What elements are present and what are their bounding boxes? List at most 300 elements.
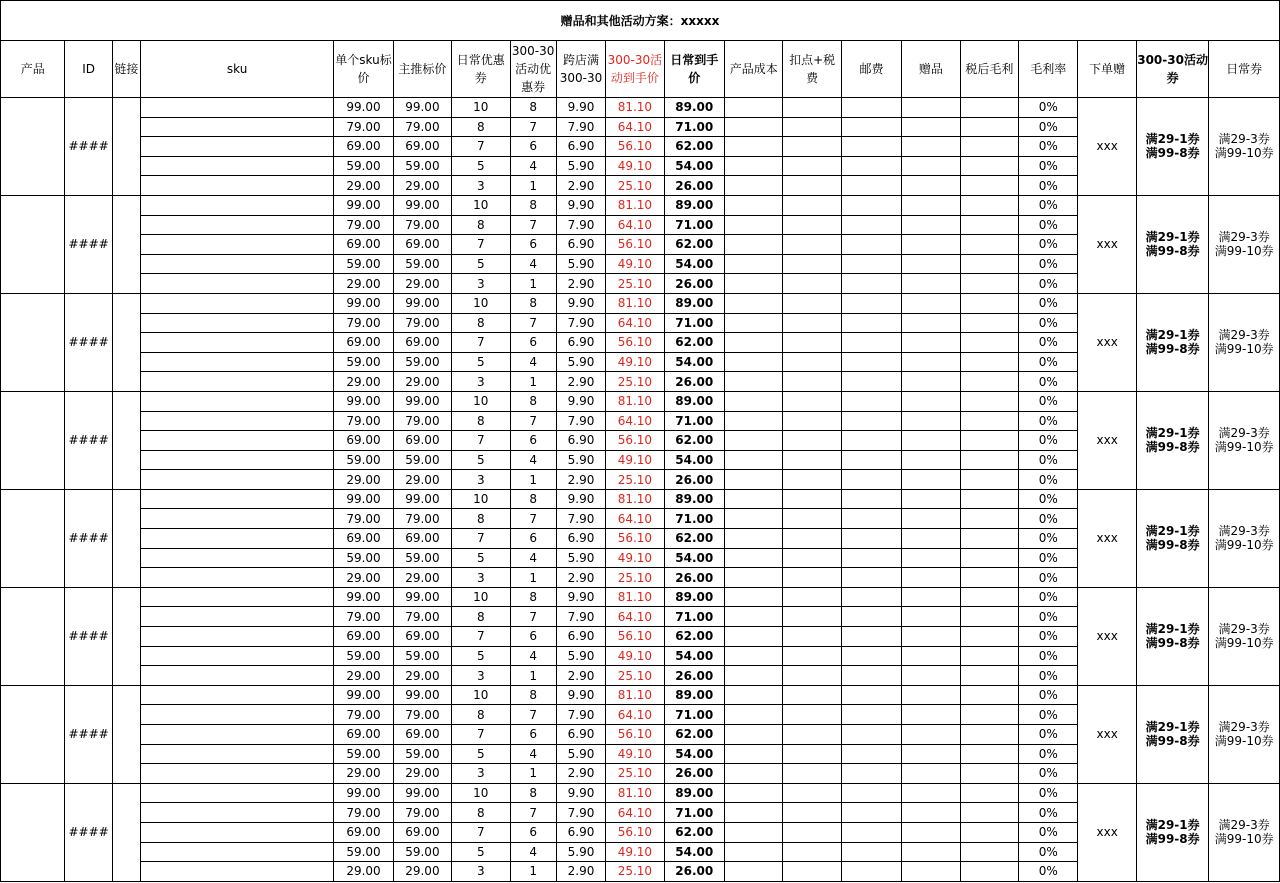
fee-tax-cell[interactable]: [783, 529, 841, 549]
margin-rate-cell[interactable]: 0%: [1019, 215, 1078, 235]
product-cost-cell[interactable]: [725, 176, 783, 196]
daily-final-price-cell[interactable]: 62.00: [664, 235, 724, 255]
main-price-cell[interactable]: 79.00: [393, 803, 451, 823]
after-tax-profit-cell[interactable]: [960, 764, 1018, 784]
sku-cell[interactable]: [140, 509, 333, 529]
margin-rate-cell[interactable]: 0%: [1019, 568, 1078, 588]
after-tax-profit-cell[interactable]: [960, 98, 1018, 118]
after-tax-profit-cell[interactable]: [960, 822, 1018, 842]
daily-final-price-cell[interactable]: 62.00: [664, 725, 724, 745]
main-price-cell[interactable]: 29.00: [393, 372, 451, 392]
event-coupon-cell[interactable]: 1: [510, 764, 556, 784]
event-final-price-cell[interactable]: 49.10: [606, 744, 664, 764]
sku-cell[interactable]: [140, 725, 333, 745]
margin-rate-cell[interactable]: 0%: [1019, 333, 1078, 353]
event-final-price-cell[interactable]: 64.10: [606, 803, 664, 823]
gift-cell[interactable]: [902, 764, 960, 784]
gift-cell[interactable]: [902, 176, 960, 196]
fee-tax-cell[interactable]: [783, 254, 841, 274]
daily-coupons-cell[interactable]: [1209, 783, 1280, 881]
sku-price-cell[interactable]: 99.00: [334, 195, 393, 215]
sku-cell[interactable]: [140, 254, 333, 274]
sku-price-cell[interactable]: 99.00: [334, 587, 393, 607]
fee-tax-cell[interactable]: [783, 391, 841, 411]
margin-rate-cell[interactable]: 0%: [1019, 313, 1078, 333]
main-price-cell[interactable]: 69.00: [393, 822, 451, 842]
daily-final-price-cell[interactable]: 71.00: [664, 607, 724, 627]
daily-final-price-cell[interactable]: 71.00: [664, 117, 724, 137]
after-tax-profit-cell[interactable]: [960, 862, 1018, 882]
cross-store-cell[interactable]: 9.90: [556, 783, 605, 803]
shipping-cell[interactable]: [841, 293, 901, 313]
fee-tax-cell[interactable]: [783, 215, 841, 235]
gift-cell[interactable]: [902, 842, 960, 862]
after-tax-profit-cell[interactable]: [960, 450, 1018, 470]
product-cost-cell[interactable]: [725, 725, 783, 745]
daily-coupon-cell[interactable]: 3: [452, 764, 510, 784]
fee-tax-cell[interactable]: [783, 195, 841, 215]
cross-store-cell[interactable]: 2.90: [556, 372, 605, 392]
id-cell[interactable]: ####: [65, 489, 112, 587]
sku-price-cell[interactable]: 79.00: [334, 215, 393, 235]
daily-coupon-cell[interactable]: 5: [452, 254, 510, 274]
event-coupon-cell[interactable]: 6: [510, 137, 556, 157]
margin-rate-cell[interactable]: 0%: [1019, 862, 1078, 882]
product-cost-cell[interactable]: [725, 646, 783, 666]
fee-tax-cell[interactable]: [783, 333, 841, 353]
product-cell[interactable]: [1, 293, 65, 391]
link-cell[interactable]: [112, 685, 140, 783]
daily-coupon-cell[interactable]: 5: [452, 352, 510, 372]
daily-coupon-cell[interactable]: 8: [452, 215, 510, 235]
sku-cell[interactable]: [140, 607, 333, 627]
sku-cell[interactable]: [140, 783, 333, 803]
main-price-cell[interactable]: 59.00: [393, 254, 451, 274]
fee-tax-cell[interactable]: [783, 822, 841, 842]
product-cost-cell[interactable]: [725, 470, 783, 490]
shipping-cell[interactable]: [841, 333, 901, 353]
event-final-price-cell[interactable]: 81.10: [606, 195, 664, 215]
product-cell[interactable]: [1, 587, 65, 685]
daily-final-price-cell[interactable]: 54.00: [664, 548, 724, 568]
sku-cell[interactable]: [140, 411, 333, 431]
cross-store-cell[interactable]: 6.90: [556, 235, 605, 255]
cross-store-cell[interactable]: 5.90: [556, 646, 605, 666]
event-final-price-cell[interactable]: 81.10: [606, 98, 664, 118]
event-final-price-cell[interactable]: 25.10: [606, 862, 664, 882]
shipping-cell[interactable]: [841, 274, 901, 294]
product-cell[interactable]: [1, 195, 65, 293]
daily-coupons-cell[interactable]: [1209, 685, 1280, 783]
sku-price-cell[interactable]: 59.00: [334, 352, 393, 372]
margin-rate-cell[interactable]: 0%: [1019, 450, 1078, 470]
sku-price-cell[interactable]: 59.00: [334, 156, 393, 176]
event-coupon-cell[interactable]: 6: [510, 627, 556, 647]
sku-price-cell[interactable]: 29.00: [334, 274, 393, 294]
gift-cell[interactable]: [902, 313, 960, 333]
order-gift-cell[interactable]: xxx: [1078, 293, 1136, 391]
daily-coupon-cell[interactable]: 8: [452, 803, 510, 823]
sku-cell[interactable]: [140, 391, 333, 411]
header-sku-list-price[interactable]: 单个sku标价: [334, 41, 393, 98]
margin-rate-cell[interactable]: 0%: [1019, 470, 1078, 490]
cross-store-cell[interactable]: 9.90: [556, 489, 605, 509]
sku-cell[interactable]: [140, 235, 333, 255]
event-coupon-cell[interactable]: 8: [510, 587, 556, 607]
cross-store-cell[interactable]: 9.90: [556, 293, 605, 313]
main-price-cell[interactable]: 99.00: [393, 587, 451, 607]
main-price-cell[interactable]: 59.00: [393, 646, 451, 666]
margin-rate-cell[interactable]: 0%: [1019, 529, 1078, 549]
daily-final-price-cell[interactable]: 71.00: [664, 803, 724, 823]
event-coupon-cell[interactable]: 8: [510, 293, 556, 313]
event-coupon-cell[interactable]: 7: [510, 607, 556, 627]
sku-price-cell[interactable]: 59.00: [334, 548, 393, 568]
header-cross-store[interactable]: 跨店满300-30: [556, 41, 605, 98]
daily-final-price-cell[interactable]: 89.00: [664, 98, 724, 118]
fee-tax-cell[interactable]: [783, 137, 841, 157]
main-price-cell[interactable]: 29.00: [393, 274, 451, 294]
sku-cell[interactable]: [140, 862, 333, 882]
main-price-cell[interactable]: 69.00: [393, 431, 451, 451]
daily-coupon-cell[interactable]: 3: [452, 372, 510, 392]
sku-price-cell[interactable]: 69.00: [334, 529, 393, 549]
gift-cell[interactable]: [902, 862, 960, 882]
event-coupon-cell[interactable]: 6: [510, 431, 556, 451]
gift-cell[interactable]: [902, 705, 960, 725]
shipping-cell[interactable]: [841, 470, 901, 490]
event-coupon-cell[interactable]: 7: [510, 705, 556, 725]
sku-cell[interactable]: [140, 137, 333, 157]
event-final-price-cell[interactable]: 49.10: [606, 254, 664, 274]
main-price-cell[interactable]: 99.00: [393, 293, 451, 313]
event-coupon-cell[interactable]: 4: [510, 352, 556, 372]
id-cell[interactable]: ####: [65, 98, 112, 196]
event-coupon-cell[interactable]: 4: [510, 842, 556, 862]
fee-tax-cell[interactable]: [783, 764, 841, 784]
fee-tax-cell[interactable]: [783, 725, 841, 745]
link-cell[interactable]: [112, 587, 140, 685]
gift-cell[interactable]: [902, 568, 960, 588]
after-tax-profit-cell[interactable]: [960, 489, 1018, 509]
event-final-price-cell[interactable]: 49.10: [606, 156, 664, 176]
sku-price-cell[interactable]: 79.00: [334, 803, 393, 823]
gift-cell[interactable]: [902, 372, 960, 392]
cross-store-cell[interactable]: 2.90: [556, 764, 605, 784]
shipping-cell[interactable]: [841, 235, 901, 255]
margin-rate-cell[interactable]: 0%: [1019, 391, 1078, 411]
after-tax-profit-cell[interactable]: [960, 352, 1018, 372]
daily-coupon-cell[interactable]: 5: [452, 548, 510, 568]
event-coupon-cell[interactable]: 6: [510, 725, 556, 745]
event-coupons-cell[interactable]: [1136, 587, 1209, 685]
product-cost-cell[interactable]: [725, 431, 783, 451]
daily-final-price-cell[interactable]: 71.00: [664, 313, 724, 333]
daily-coupon-cell[interactable]: 7: [452, 725, 510, 745]
fee-tax-cell[interactable]: [783, 176, 841, 196]
cross-store-cell[interactable]: 9.90: [556, 195, 605, 215]
daily-final-price-cell[interactable]: 26.00: [664, 764, 724, 784]
cross-store-cell[interactable]: 6.90: [556, 333, 605, 353]
header-daily-coupons[interactable]: 日常券: [1209, 41, 1280, 98]
margin-rate-cell[interactable]: 0%: [1019, 156, 1078, 176]
product-cost-cell[interactable]: [725, 607, 783, 627]
daily-coupon-cell[interactable]: 5: [452, 744, 510, 764]
product-cell[interactable]: [1, 783, 65, 881]
event-coupon-cell[interactable]: 7: [510, 117, 556, 137]
after-tax-profit-cell[interactable]: [960, 783, 1018, 803]
sku-cell[interactable]: [140, 842, 333, 862]
cross-store-cell[interactable]: 7.90: [556, 705, 605, 725]
daily-final-price-cell[interactable]: 26.00: [664, 372, 724, 392]
event-final-price-cell[interactable]: 56.10: [606, 333, 664, 353]
sku-price-cell[interactable]: 29.00: [334, 470, 393, 490]
daily-final-price-cell[interactable]: 26.00: [664, 470, 724, 490]
main-price-cell[interactable]: 29.00: [393, 568, 451, 588]
daily-final-price-cell[interactable]: 62.00: [664, 333, 724, 353]
main-price-cell[interactable]: 79.00: [393, 215, 451, 235]
product-cost-cell[interactable]: [725, 195, 783, 215]
event-coupon-cell[interactable]: 8: [510, 783, 556, 803]
order-gift-cell[interactable]: xxx: [1078, 391, 1136, 489]
cross-store-cell[interactable]: 2.90: [556, 274, 605, 294]
shipping-cell[interactable]: [841, 666, 901, 686]
id-cell[interactable]: ####: [65, 685, 112, 783]
margin-rate-cell[interactable]: 0%: [1019, 666, 1078, 686]
event-coupon-cell[interactable]: 4: [510, 744, 556, 764]
gift-cell[interactable]: [902, 293, 960, 313]
sku-price-cell[interactable]: 79.00: [334, 509, 393, 529]
product-cost-cell[interactable]: [725, 391, 783, 411]
link-cell[interactable]: [112, 293, 140, 391]
main-price-cell[interactable]: 59.00: [393, 156, 451, 176]
shipping-cell[interactable]: [841, 607, 901, 627]
sku-cell[interactable]: [140, 705, 333, 725]
header-fee-tax[interactable]: 扣点+税费: [783, 41, 841, 98]
fee-tax-cell[interactable]: [783, 450, 841, 470]
sku-cell[interactable]: [140, 98, 333, 118]
gift-cell[interactable]: [902, 725, 960, 745]
event-coupon-cell[interactable]: 1: [510, 176, 556, 196]
main-price-cell[interactable]: 69.00: [393, 333, 451, 353]
header-daily-final-price[interactable]: 日常到手价: [664, 41, 724, 98]
shipping-cell[interactable]: [841, 509, 901, 529]
link-cell[interactable]: [112, 489, 140, 587]
daily-final-price-cell[interactable]: 89.00: [664, 783, 724, 803]
gift-cell[interactable]: [902, 822, 960, 842]
product-cost-cell[interactable]: [725, 587, 783, 607]
cross-store-cell[interactable]: 5.90: [556, 842, 605, 862]
daily-final-price-cell[interactable]: 26.00: [664, 862, 724, 882]
sku-price-cell[interactable]: 29.00: [334, 372, 393, 392]
daily-coupon-cell[interactable]: 10: [452, 783, 510, 803]
after-tax-profit-cell[interactable]: [960, 725, 1018, 745]
sku-price-cell[interactable]: 99.00: [334, 783, 393, 803]
main-price-cell[interactable]: 79.00: [393, 411, 451, 431]
after-tax-profit-cell[interactable]: [960, 646, 1018, 666]
sku-price-cell[interactable]: 99.00: [334, 685, 393, 705]
product-cost-cell[interactable]: [725, 764, 783, 784]
sku-price-cell[interactable]: 29.00: [334, 568, 393, 588]
event-coupon-cell[interactable]: 1: [510, 568, 556, 588]
shipping-cell[interactable]: [841, 156, 901, 176]
shipping-cell[interactable]: [841, 803, 901, 823]
daily-coupons-cell[interactable]: [1209, 293, 1280, 391]
fee-tax-cell[interactable]: [783, 685, 841, 705]
product-cell[interactable]: [1, 685, 65, 783]
margin-rate-cell[interactable]: 0%: [1019, 725, 1078, 745]
after-tax-profit-cell[interactable]: [960, 215, 1018, 235]
after-tax-profit-cell[interactable]: [960, 333, 1018, 353]
margin-rate-cell[interactable]: 0%: [1019, 352, 1078, 372]
gift-cell[interactable]: [902, 548, 960, 568]
shipping-cell[interactable]: [841, 744, 901, 764]
main-price-cell[interactable]: 79.00: [393, 117, 451, 137]
sku-cell[interactable]: [140, 470, 333, 490]
after-tax-profit-cell[interactable]: [960, 195, 1018, 215]
main-price-cell[interactable]: 69.00: [393, 529, 451, 549]
after-tax-profit-cell[interactable]: [960, 431, 1018, 451]
product-cost-cell[interactable]: [725, 822, 783, 842]
sku-cell[interactable]: [140, 372, 333, 392]
daily-final-price-cell[interactable]: 54.00: [664, 156, 724, 176]
main-price-cell[interactable]: 29.00: [393, 764, 451, 784]
daily-coupon-cell[interactable]: 7: [452, 137, 510, 157]
margin-rate-cell[interactable]: 0%: [1019, 685, 1078, 705]
event-coupons-cell[interactable]: [1136, 98, 1209, 196]
gift-cell[interactable]: [902, 607, 960, 627]
gift-cell[interactable]: [902, 627, 960, 647]
fee-tax-cell[interactable]: [783, 156, 841, 176]
event-final-price-cell[interactable]: 49.10: [606, 352, 664, 372]
gift-cell[interactable]: [902, 744, 960, 764]
event-coupon-cell[interactable]: 4: [510, 646, 556, 666]
sku-price-cell[interactable]: 79.00: [334, 117, 393, 137]
header-product-cost[interactable]: 产品成本: [725, 41, 783, 98]
sku-cell[interactable]: [140, 646, 333, 666]
order-gift-cell[interactable]: xxx: [1078, 489, 1136, 587]
margin-rate-cell[interactable]: 0%: [1019, 372, 1078, 392]
product-cost-cell[interactable]: [725, 783, 783, 803]
main-price-cell[interactable]: 99.00: [393, 685, 451, 705]
after-tax-profit-cell[interactable]: [960, 627, 1018, 647]
event-final-price-cell[interactable]: 49.10: [606, 548, 664, 568]
link-cell[interactable]: [112, 783, 140, 881]
gift-cell[interactable]: [902, 411, 960, 431]
margin-rate-cell[interactable]: 0%: [1019, 274, 1078, 294]
header-shipping[interactable]: 邮费: [841, 41, 901, 98]
product-cost-cell[interactable]: [725, 156, 783, 176]
event-final-price-cell[interactable]: 64.10: [606, 117, 664, 137]
order-gift-cell[interactable]: xxx: [1078, 685, 1136, 783]
margin-rate-cell[interactable]: 0%: [1019, 803, 1078, 823]
event-final-price-cell[interactable]: 64.10: [606, 411, 664, 431]
id-cell[interactable]: ####: [65, 587, 112, 685]
sku-cell[interactable]: [140, 215, 333, 235]
daily-final-price-cell[interactable]: 54.00: [664, 254, 724, 274]
sku-price-cell[interactable]: 99.00: [334, 98, 393, 118]
after-tax-profit-cell[interactable]: [960, 313, 1018, 333]
product-cell[interactable]: [1, 98, 65, 196]
daily-final-price-cell[interactable]: 71.00: [664, 509, 724, 529]
margin-rate-cell[interactable]: 0%: [1019, 254, 1078, 274]
event-final-price-cell[interactable]: 81.10: [606, 391, 664, 411]
gift-cell[interactable]: [902, 117, 960, 137]
daily-final-price-cell[interactable]: 89.00: [664, 195, 724, 215]
daily-coupon-cell[interactable]: 3: [452, 666, 510, 686]
sku-cell[interactable]: [140, 431, 333, 451]
after-tax-profit-cell[interactable]: [960, 235, 1018, 255]
link-cell[interactable]: [112, 98, 140, 196]
daily-coupons-cell[interactable]: [1209, 195, 1280, 293]
cross-store-cell[interactable]: 7.90: [556, 803, 605, 823]
sku-price-cell[interactable]: 99.00: [334, 293, 393, 313]
cross-store-cell[interactable]: 6.90: [556, 627, 605, 647]
daily-coupon-cell[interactable]: 10: [452, 391, 510, 411]
daily-coupon-cell[interactable]: 8: [452, 607, 510, 627]
after-tax-profit-cell[interactable]: [960, 470, 1018, 490]
margin-rate-cell[interactable]: 0%: [1019, 842, 1078, 862]
fee-tax-cell[interactable]: [783, 489, 841, 509]
order-gift-cell[interactable]: xxx: [1078, 98, 1136, 196]
fee-tax-cell[interactable]: [783, 117, 841, 137]
fee-tax-cell[interactable]: [783, 352, 841, 372]
shipping-cell[interactable]: [841, 450, 901, 470]
shipping-cell[interactable]: [841, 568, 901, 588]
daily-coupon-cell[interactable]: 8: [452, 313, 510, 333]
event-final-price-cell[interactable]: 49.10: [606, 842, 664, 862]
sku-price-cell[interactable]: 99.00: [334, 391, 393, 411]
sku-cell[interactable]: [140, 685, 333, 705]
margin-rate-cell[interactable]: 0%: [1019, 587, 1078, 607]
cross-store-cell[interactable]: 6.90: [556, 431, 605, 451]
shipping-cell[interactable]: [841, 548, 901, 568]
fee-tax-cell[interactable]: [783, 646, 841, 666]
sku-cell[interactable]: [140, 313, 333, 333]
after-tax-profit-cell[interactable]: [960, 744, 1018, 764]
daily-coupon-cell[interactable]: 10: [452, 293, 510, 313]
gift-cell[interactable]: [902, 156, 960, 176]
sku-cell[interactable]: [140, 333, 333, 353]
main-price-cell[interactable]: 99.00: [393, 98, 451, 118]
header-order-gift[interactable]: 下单赠: [1078, 41, 1136, 98]
sku-price-cell[interactable]: 79.00: [334, 411, 393, 431]
daily-coupon-cell[interactable]: 8: [452, 411, 510, 431]
gift-cell[interactable]: [902, 450, 960, 470]
event-final-price-cell[interactable]: 49.10: [606, 450, 664, 470]
shipping-cell[interactable]: [841, 862, 901, 882]
margin-rate-cell[interactable]: 0%: [1019, 195, 1078, 215]
daily-coupon-cell[interactable]: 7: [452, 529, 510, 549]
cross-store-cell[interactable]: 5.90: [556, 352, 605, 372]
gift-cell[interactable]: [902, 489, 960, 509]
fee-tax-cell[interactable]: [783, 842, 841, 862]
margin-rate-cell[interactable]: 0%: [1019, 98, 1078, 118]
header-gift[interactable]: 赠品: [902, 41, 960, 98]
shipping-cell[interactable]: [841, 529, 901, 549]
event-final-price-cell[interactable]: 81.10: [606, 489, 664, 509]
header-product[interactable]: 产品: [1, 41, 65, 98]
event-coupon-cell[interactable]: 4: [510, 450, 556, 470]
sku-price-cell[interactable]: 69.00: [334, 137, 393, 157]
sku-cell[interactable]: [140, 627, 333, 647]
gift-cell[interactable]: [902, 431, 960, 451]
fee-tax-cell[interactable]: [783, 803, 841, 823]
sku-price-cell[interactable]: 59.00: [334, 450, 393, 470]
sku-price-cell[interactable]: 29.00: [334, 862, 393, 882]
product-cell[interactable]: [1, 489, 65, 587]
daily-coupon-cell[interactable]: 7: [452, 627, 510, 647]
